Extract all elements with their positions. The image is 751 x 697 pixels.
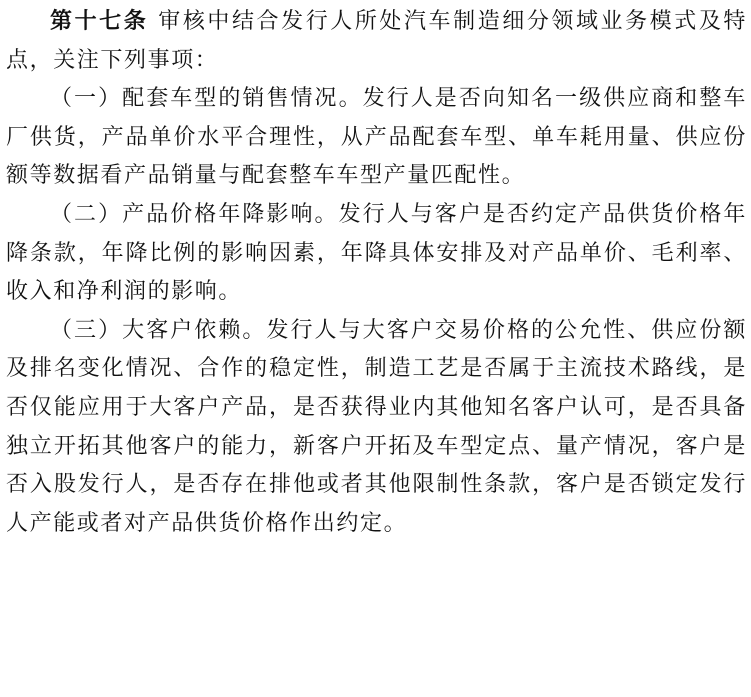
article-number: 第十七条 <box>50 8 149 34</box>
item-paragraph-1 <box>6 80 747 196</box>
item-text: 配套车型的销售情况。发行人是否向知名一级供应商和整车厂供货，产品单价水平合理性，从产品配套车型、单车耗用量、供应份额等数据看产品销量与配套整车车型产量匹配性。 <box>6 86 747 189</box>
item-marker: （一） <box>50 86 123 112</box>
article-intro: 审核中结合发行人所处汽车制造细分领域业务模式及特点，关注下列事项： <box>6 9 747 73</box>
item-text: 大客户依赖。发行人与大客户交易价格的公允性、供应份额及排名变化情况、合作的稳定性，制造工艺是否属于主流技术路线，是否仅能应用于大客户产品，是否获得业内其他知名客户认可，是否具备独立开拓其他客户的能力，新客户开拓及车型定点、量产情况，客户是否入股发行人，是否存在排他或者其他限制性条款，客户是否锁定发行人产能或者对产品供货价格作出约定。 <box>6 317 747 536</box>
item-paragraph-2 <box>6 196 747 312</box>
article-paragraph <box>6 2 747 80</box>
item-text: 产品价格年降影响。发行人与客户是否约定产品供货价格年降条款，年降比例的影响因素，年降具体安排及对产品单价、毛利率、收入和净利润的影响。 <box>6 201 747 305</box>
item-marker: （二） <box>50 201 123 227</box>
item-paragraph-3 <box>6 312 747 544</box>
item-marker: （三） <box>50 317 123 343</box>
